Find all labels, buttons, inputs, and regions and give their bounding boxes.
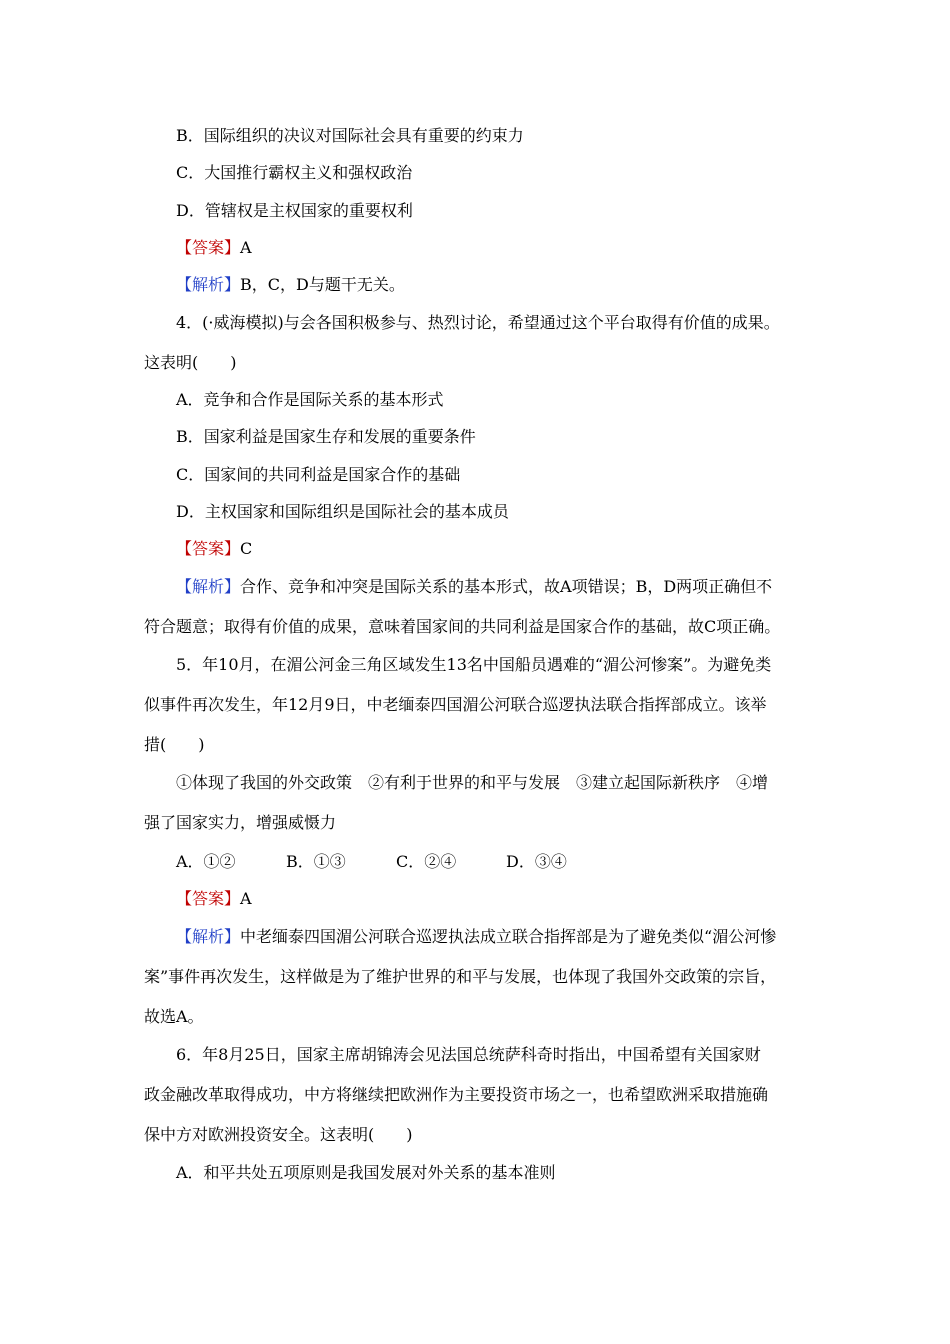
q5-analysis-line3: 故选A。 — [144, 1007, 204, 1026]
q4-analysis-line1 — [176, 576, 772, 598]
q3-option-b: B．国际组织的决议对国际社会具有重要的约束力 — [176, 126, 524, 145]
q6-stem-line3: 保中方对欧洲投资安全。这表明( ) — [144, 1125, 413, 1144]
q5-option-b: B．①③ — [286, 852, 346, 871]
analysis-label: 【解析】 — [176, 927, 241, 946]
answer-label: 【答案】 — [176, 539, 241, 558]
q4-analysis-line2: 符合题意；取得有价值的成果，意味着国家间的共同利益是国家合作的基础，故C项正确。 — [144, 617, 781, 636]
q4-option-b: B．国家利益是国家生存和发展的重要条件 — [176, 427, 476, 446]
q6-stem-line2: 政金融改革取得成功，中方将继续把欧洲作为主要投资市场之一，也希望欧洲采取措施确 — [144, 1085, 769, 1104]
q5-stem-line2: 似事件再次发生，年12月9日，中老缅泰四国湄公河联合巡逻执法联合指挥部成立。该举 — [144, 695, 767, 714]
q6-option-a: A．和平共处五项原则是我国发展对外关系的基本准则 — [176, 1163, 556, 1182]
analysis-label: 【解析】 — [176, 577, 241, 596]
answer-label: 【答案】 — [176, 889, 241, 908]
q5-option-a: A．①② — [176, 852, 236, 871]
q4-option-c: C．国家间的共同利益是国家合作的基础 — [176, 465, 461, 484]
q4-answer — [176, 538, 252, 560]
q5-option-c: C．②④ — [396, 852, 457, 871]
q5-options-row — [176, 851, 616, 873]
q5-stem-line3: 措( ) — [144, 735, 205, 754]
answer-value: A — [240, 238, 252, 257]
q5-option-d: D．③④ — [506, 852, 567, 871]
analysis-text: B，C，D与题干无关。 — [240, 275, 405, 294]
q5-stem-line1: 5．年10月，在湄公河金三角区域发生13名中国船员遇难的“湄公河惨案”。为避免类 — [176, 655, 772, 674]
q3-option-c: C．大国推行霸权主义和强权政治 — [176, 163, 413, 182]
analysis-text: 中老缅泰四国湄公河联合巡逻执法成立联合指挥部是为了避免类似“湄公河惨 — [240, 927, 777, 946]
analysis-text: 合作、竞争和冲突是国际关系的基本形式，故A项错误；B，D两项正确但不 — [240, 577, 773, 596]
q5-items-line1: ①体现了我国的外交政策 ②有利于世界的和平与发展 ③建立起国际新秩序 ④增 — [176, 773, 769, 792]
q4-option-a: A．竞争和合作是国际关系的基本形式 — [176, 390, 444, 409]
q4-stem-line1: 4．(·威海模拟)与会各国积极参与、热烈讨论，希望通过这个平台取得有价值的成果。 — [176, 313, 780, 332]
answer-label: 【答案】 — [176, 238, 241, 257]
answer-value: A — [240, 889, 252, 908]
q5-items-line2: 强了国家实力，增强威慑力 — [144, 813, 337, 832]
q4-option-d: D．主权国家和国际组织是国际社会的基本成员 — [176, 502, 509, 521]
q3-option-d: D．管辖权是主权国家的重要权利 — [176, 201, 413, 220]
q3-analysis — [176, 274, 405, 296]
q5-analysis-line2: 案”事件再次发生，这样做是为了维护世界的和平与发展，也体现了我国外交政策的宗旨， — [144, 967, 777, 986]
analysis-label: 【解析】 — [176, 275, 241, 294]
q5-answer — [176, 888, 252, 910]
q5-analysis-line1 — [176, 926, 776, 948]
q3-answer — [176, 237, 252, 259]
answer-value: C — [240, 539, 253, 558]
q6-stem-line1: 6．年8月25日，国家主席胡锦涛会见法国总统萨科奇时指出，中国希望有关国家财 — [176, 1045, 761, 1064]
q4-stem-line2: 这表明( ) — [144, 353, 237, 372]
